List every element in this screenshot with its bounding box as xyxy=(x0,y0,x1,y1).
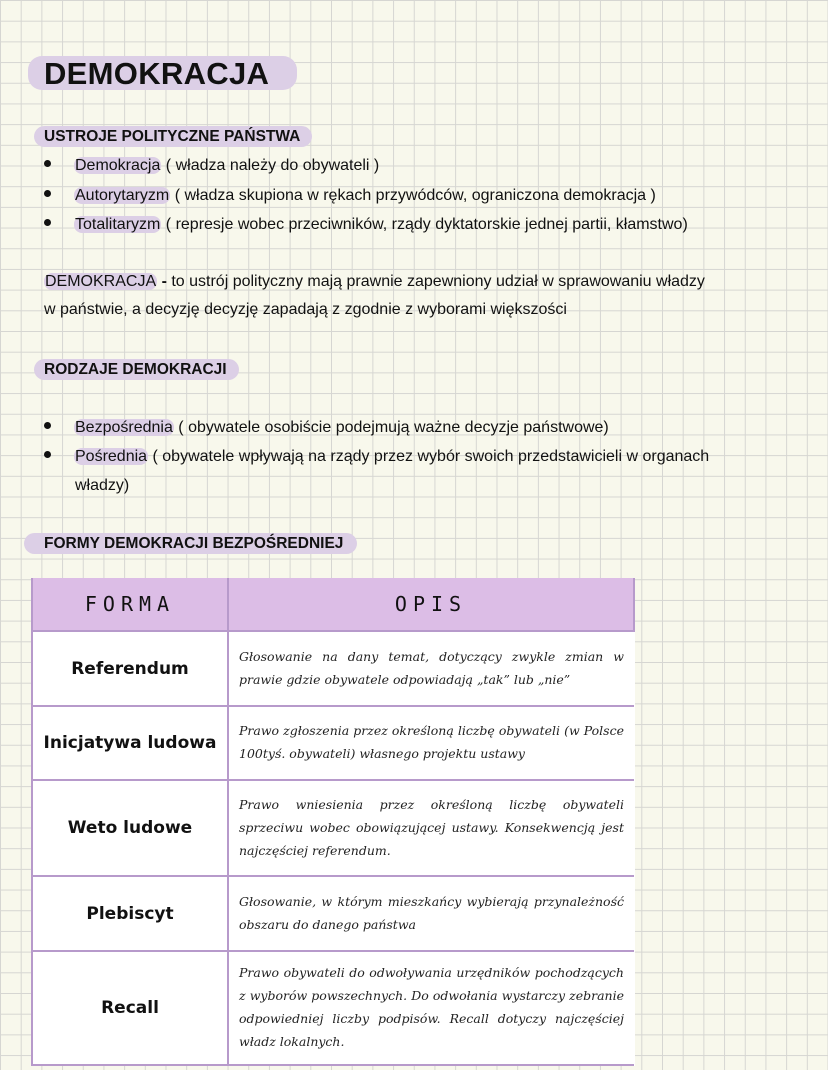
form-name: Weto ludowe xyxy=(32,780,228,876)
bullet-icon xyxy=(44,160,51,167)
definition-line-1 xyxy=(44,268,705,296)
definition-dash: - xyxy=(157,273,172,290)
list-item xyxy=(44,151,379,180)
definition-text-1: to ustrój polityczny mają prawnie zapewniony udział w sprawowaniu władzy xyxy=(171,273,705,290)
bullet-icon xyxy=(44,451,51,458)
table-row xyxy=(32,706,634,780)
column-header-forma: FORMA xyxy=(32,578,228,631)
definition-line-2: w państwie, a decyzję decyzję zapadają z zgodnie z wyborami większości xyxy=(44,301,567,318)
form-name: Inicjatywa ludowa xyxy=(32,706,228,780)
form-description: Głosowanie na dany temat, dotyczący zwykle zmian w prawie gdzie obywatele odpowiadają „tak” lub „nie” xyxy=(228,631,634,706)
section-heading-ustroje: USTROJE POLITYCZNE PAŃSTWA xyxy=(34,126,312,147)
page-title: DEMOKRACJA xyxy=(28,56,297,90)
term-totalitaryzm: Totalitaryzm xyxy=(75,216,161,233)
term-bezposrednia: Bezpośrednia xyxy=(75,419,173,436)
list-item xyxy=(44,181,656,210)
term-autorytaryzm: Autorytaryzm xyxy=(75,187,170,204)
table-header-row xyxy=(32,578,634,631)
list-item xyxy=(44,442,709,471)
list-item-text: ( władza należy do obywateli ) xyxy=(161,157,380,174)
form-description: Prawo zgłoszenia przez określoną liczbę obywateli (w Polsce 100tyś. obywateli) własnego projektu ustawy xyxy=(228,706,634,780)
list-item-text: ( represje wobec przeciwników, rządy dyktatorskie jednej partii, kłamstwo) xyxy=(161,216,688,233)
forms-table xyxy=(31,578,635,1066)
form-description: Prawo wniesienia przez określoną liczbę obywateli sprzeciwu wobec obowiązującej ustawy. Konsekwencją jest najczęściej referendum. xyxy=(228,780,634,876)
form-name: Plebiscyt xyxy=(32,876,228,951)
definition-term: DEMOKRACJA xyxy=(45,273,157,290)
form-description: Prawo obywateli do odwoływania urzędników pochodzących z wyborów powszechnych. Do odwołania wystarczy zebranie odpowiedniej liczby podpisów. Recall dotyczy najczęściej władz lokalnych. xyxy=(228,951,634,1065)
bullet-icon xyxy=(44,422,51,429)
section-heading-rodzaje: RODZAJE DEMOKRACJI xyxy=(34,359,239,380)
form-name: Recall xyxy=(32,951,228,1065)
list-item-text: ( obywatele wpływają na rządy przez wybór swoich przedstawicieli w organach xyxy=(148,448,710,465)
list-item xyxy=(44,413,609,442)
form-name: Referendum xyxy=(32,631,228,706)
form-description: Głosowanie, w którym mieszkańcy wybierają przynależność obszaru do danego państwa xyxy=(228,876,634,951)
table-row xyxy=(32,780,634,876)
list-item xyxy=(44,210,688,239)
bullet-icon xyxy=(44,219,51,226)
table-row xyxy=(32,876,634,951)
table-row xyxy=(32,631,634,706)
list-item-text: ( władza skupiona w rękach przywódców, ograniczona demokracja ) xyxy=(170,187,656,204)
term-posrednia: Pośrednia xyxy=(75,448,148,465)
table-row xyxy=(32,951,634,1065)
term-demokracja: Demokracja xyxy=(75,157,161,174)
column-header-opis: OPIS xyxy=(228,578,634,631)
list-item-continuation: władzy) xyxy=(75,477,130,494)
bullet-icon xyxy=(44,190,51,197)
list-item-text: ( obywatele osobiście podejmują ważne decyzje państwowe) xyxy=(173,419,609,436)
section-heading-formy: FORMY DEMOKRACJI BEZPOŚREDNIEJ xyxy=(24,533,357,554)
